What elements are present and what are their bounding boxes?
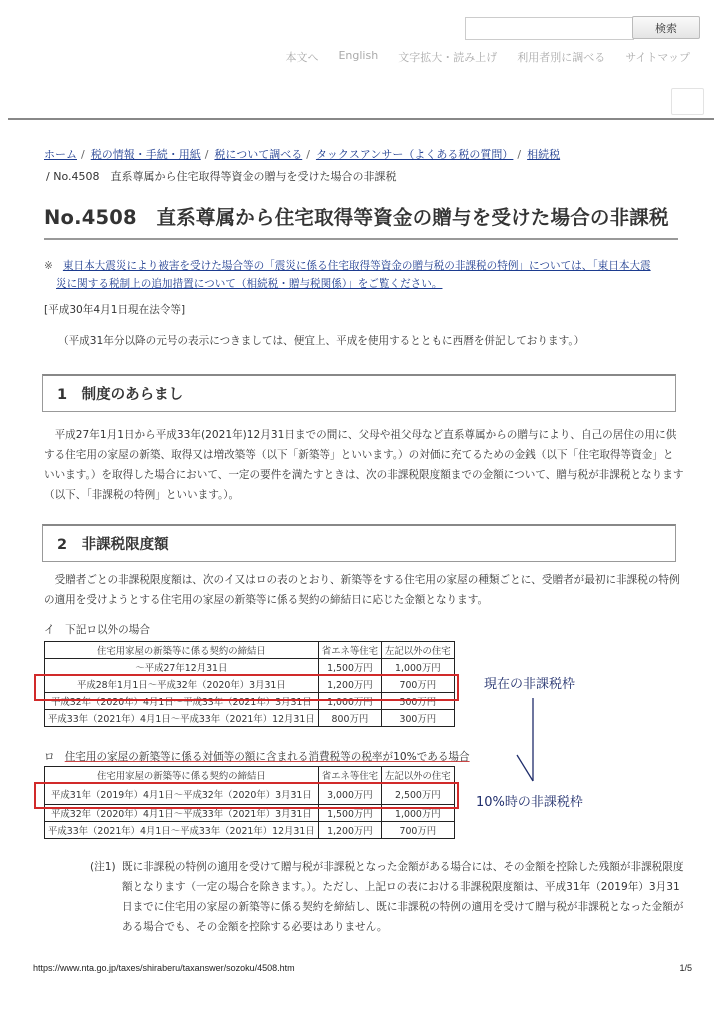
table-header-cell: 省エネ等住宅	[318, 642, 381, 659]
table-header-cell: 左記以外の住宅	[382, 642, 455, 659]
breadcrumb-separator: /	[306, 148, 310, 161]
table-header-row	[45, 642, 455, 659]
earthquake-notice	[44, 257, 684, 293]
table-cell-date: 平成32年（2020年）4月1日～平成33年（2021年）3月31日	[45, 805, 319, 822]
footer-url: https://www.nta.go.jp/taxes/shiraberu/taxanswer/sozoku/4508.htm	[33, 963, 295, 973]
menu-toggle-button[interactable]	[671, 88, 704, 115]
era-note: （平成31年分以降の元号の表示につきましては、便宜上、平成を使用するとともに西暦を併記しております。）	[58, 335, 585, 347]
table-header-row	[45, 767, 455, 784]
table-cell-date: 平成28年1月1日～平成32年（2020年）3月31日	[45, 676, 319, 693]
table-header-cell: 省エネ等住宅	[318, 767, 381, 784]
utility-link-skip-to-content[interactable]: 本文へ	[285, 51, 319, 64]
table-row	[45, 822, 455, 839]
table-row	[45, 710, 455, 727]
section-heading-text: 1 制度のあらまし	[57, 387, 184, 403]
breadcrumb-link-tax-info[interactable]: 税の情報・手続・用紙	[90, 148, 201, 161]
table-cell-date: 平成33年（2021年）4月1日～平成33年（2021年）12月31日	[45, 822, 319, 839]
annotation-current-limit: 現在の非課税枠	[484, 677, 576, 692]
table-ro-caption-mark: ロ	[44, 751, 55, 763]
utility-link-text-size[interactable]: 文字拡大・読み上げ	[398, 51, 498, 64]
table-ro-caption-text: 住宅用の家屋の新築等に係る対価等の額に含まれる消費税等の税率が10%である場合	[64, 751, 470, 763]
table-cell-eco: 1,200万円	[318, 822, 381, 839]
table-cell-other: 300万円	[382, 710, 455, 727]
table-row	[45, 659, 455, 676]
header-divider	[8, 118, 714, 120]
breadcrumb-link-inheritance-tax[interactable]: 相続税	[527, 148, 561, 161]
table-cell-date: 平成31年（2019年）4月1日～平成32年（2020年）3月31日	[45, 784, 319, 805]
breadcrumb-link-home[interactable]: ホーム	[44, 148, 77, 161]
overview-paragraph: 平成27年1月1日から平成33年(2021年)12月31日までの間に、父母や祖父母など直系尊属からの贈与により、自己の居住の用に供する住宅用の家屋の新築、取得又は増改築等（以下「新築等」といいます。）の対価に充てるための金銭（以下「住宅取得等資金」といいます。）を取得した場合において、一定の要件を満たすときは、次の非課税限度額までの金額について、贈与税が非課税となります（以下、「非課税の特例」といいます。）。	[44, 429, 684, 501]
page-title: No.4508 直系尊属から住宅取得等資金の贈与を受けた場合の非課税	[44, 206, 669, 229]
table-cell-eco: 800万円	[318, 710, 381, 727]
utility-link-english[interactable]: English	[338, 49, 379, 62]
table-header-cell: 住宅用家屋の新築等に係る契約の締結日	[45, 767, 319, 784]
table-cell-other: 1,000万円	[382, 659, 455, 676]
table-cell-date: 平成32年（2020年）4月1日～平成33年（2021年）3月31日	[45, 693, 319, 710]
search-input[interactable]	[465, 17, 634, 40]
note-1	[90, 857, 690, 937]
note-1-body: 既に非課税の特例の適用を受けて贈与税が非課税となった金額がある場合には、その金額を控除した残額が非課税限度額となります（一定の場合を除きます。）。ただし、上記ロの表における非課税限度額は、平成31年（2019年）3月31日までに住宅用の家屋の新築等に係る契約を締結し、既に非課税の特例の適用を受けて贈与税が非課税となった金額がある場合でも、その金額を控除する必要はありません。	[122, 861, 684, 933]
table-header-cell: 左記以外の住宅	[382, 767, 455, 784]
utility-link-by-user[interactable]: 利用者別に調べる	[517, 51, 606, 64]
notice-mark: ※	[44, 260, 53, 272]
table-cell-eco: 1,500万円	[318, 659, 381, 676]
breadcrumb	[44, 146, 560, 162]
table-cell-other: 700万円	[382, 822, 455, 839]
table-i-caption: イ 下記ロ以外の場合	[44, 624, 150, 636]
table-header-cell: 住宅用家屋の新築等に係る契約の締結日	[45, 642, 319, 659]
table-cell-eco: 3,000万円	[318, 784, 381, 805]
breadcrumb-current-label: No.4508 直系尊属から住宅取得等資金の贈与を受けた場合の非課税	[53, 170, 397, 183]
section-heading-limit	[42, 524, 676, 562]
table-cell-other: 1,000万円	[382, 805, 455, 822]
note-1-label: (注1)	[90, 861, 116, 873]
highlight-current-limit	[34, 674, 459, 701]
table-cell-other: 500万円	[382, 693, 455, 710]
breadcrumb-separator: /	[46, 170, 50, 183]
section-heading-overview	[42, 374, 676, 412]
table-cell-other: 700万円	[382, 676, 455, 693]
table-cell-eco: 1,500万円	[318, 805, 381, 822]
table-cell-eco: 1,200万円	[318, 676, 381, 693]
breadcrumb-link-tax-answer[interactable]: タックスアンサー（よくある税の質問）	[315, 148, 514, 161]
breadcrumb-separator: /	[517, 148, 522, 161]
table-ro-caption	[44, 749, 470, 764]
annotation-ten-percent-limit: 10%時の非課税枠	[476, 795, 583, 810]
limit-paragraph: 受贈者ごとの非課税限度額は、次のイ又はロの表のとおり、新築等をする住宅用の家屋の種類ごとに、受贈者が最初に非課税の特例の適用を受けようとする住宅用の家屋の新築等に係る契約の締結日に応じた金額となります。	[44, 574, 680, 606]
table-cell-eco: 1,000万円	[318, 693, 381, 710]
earthquake-notice-link-continued[interactable]: 災に関する税制上の追加措置について（相続税・贈与税関係）」をご覧ください。	[56, 278, 443, 290]
law-date: [平成30年4月1日現在法令等]	[44, 304, 186, 316]
table-cell-date: ～平成27年12月31日	[45, 659, 319, 676]
breadcrumb-link-tax-lookup[interactable]: 税について調べる	[214, 148, 303, 161]
table-cell-other: 2,500万円	[382, 784, 455, 805]
table-cell-date: 平成33年（2021年）4月1日～平成33年（2021年）12月31日	[45, 710, 319, 727]
utility-link-sitemap[interactable]: サイトマップ	[625, 51, 690, 64]
highlight-ten-percent-limit	[34, 782, 459, 809]
section-heading-text: 2 非課税限度額	[57, 537, 169, 553]
footer-page-number: 1/5	[679, 963, 692, 973]
utility-nav	[285, 49, 690, 65]
breadcrumb-current	[46, 168, 396, 184]
annotation-arrow-icon	[510, 695, 550, 785]
earthquake-notice-link[interactable]: 東日本大震災により被害を受けた場合等の「震災に係る住宅取得等資金の贈与税の非課税の特例」については、「東日本大震	[62, 260, 651, 272]
title-divider	[44, 238, 678, 240]
search-button[interactable]: 検索	[632, 16, 700, 39]
breadcrumb-separator: /	[81, 148, 85, 161]
breadcrumb-separator: /	[204, 148, 209, 161]
